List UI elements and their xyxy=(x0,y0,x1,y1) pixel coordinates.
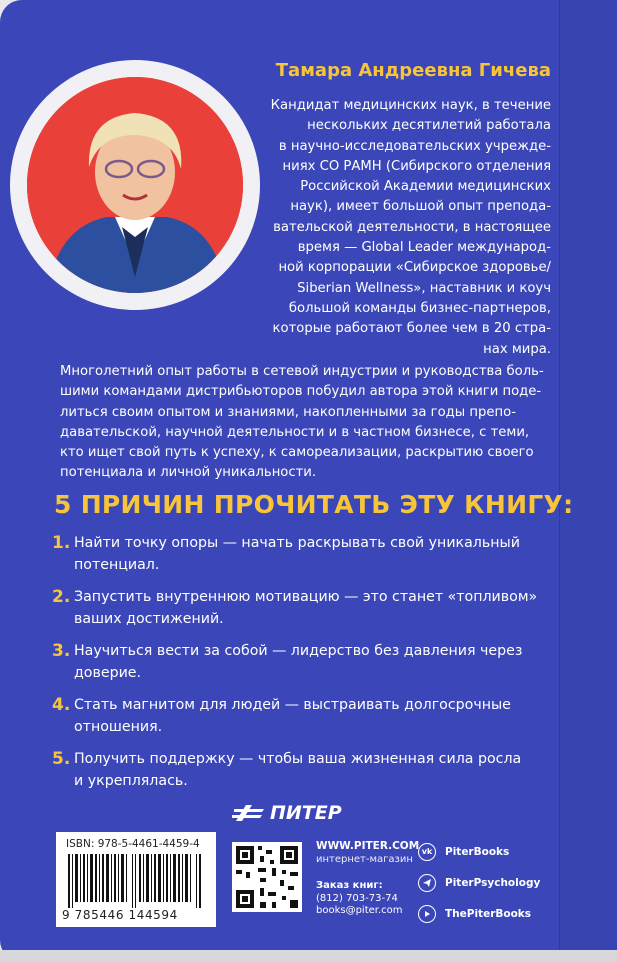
bio-line: Siberian Wellness», наставник и коуч xyxy=(297,280,551,296)
reasons-list xyxy=(52,532,552,802)
reason-item xyxy=(52,640,552,684)
bio-line: нах мира. xyxy=(483,341,551,357)
site-link[interactable]: WWW.PITER.COM xyxy=(316,840,420,852)
reason-item xyxy=(52,532,552,576)
bio-line: ной корпорации «Сибирское здоровье/ xyxy=(278,260,551,276)
social-label: PiterBooks xyxy=(445,845,510,858)
order-email[interactable]: books@piter.com xyxy=(316,905,403,916)
bio-line: время — Global Leader международ- xyxy=(297,240,551,256)
reason-line: доверие. xyxy=(74,665,142,681)
qr-code xyxy=(232,842,302,912)
vk-icon: vk xyxy=(418,843,436,861)
bio-line: наук), имеет большой опыт препода- xyxy=(290,199,551,215)
reason-line: Получить поддержку — чтобы ваша жизненная сила росла xyxy=(74,751,522,767)
site-description: интернет-магазин xyxy=(316,854,413,865)
reason-line: Найти точку опоры — начать раскрывать свой уникальный xyxy=(74,535,520,551)
reason-line: Запустить внутреннюю мотивацию — это станет «топливом» xyxy=(74,589,538,605)
reason-number: 5. xyxy=(52,749,71,769)
reasons-title: 5 ПРИЧИН ПРОЧИТАТЬ ЭТУ КНИГУ: xyxy=(54,490,574,519)
logo-text: ПИТЕР xyxy=(270,802,342,824)
reason-number: 3. xyxy=(52,641,71,661)
reason-text xyxy=(74,532,520,576)
telegram-icon xyxy=(418,874,436,892)
reason-number: 4. xyxy=(52,695,71,715)
barcode-icon xyxy=(64,854,208,908)
bio-line: ниях СО РАМН (Сибирского отделения xyxy=(282,158,551,174)
reason-number: 2. xyxy=(52,587,71,607)
author-photo xyxy=(27,77,243,293)
reason-text xyxy=(74,640,522,684)
youtube-icon xyxy=(418,905,436,923)
barcode-digits: 9 785446 144594 xyxy=(62,908,178,922)
social-vk[interactable] xyxy=(418,836,540,867)
order-title: Заказ книг: xyxy=(316,880,383,891)
page-edge xyxy=(0,950,617,962)
author-bio xyxy=(268,96,551,360)
bio-line: в научно-исследовательских учрежде- xyxy=(278,138,551,154)
social-label: ThePiterBooks xyxy=(445,907,532,920)
reason-line: ваших достижений. xyxy=(74,611,224,627)
piter-logo-icon xyxy=(232,803,266,823)
reason-line: и укреплялась. xyxy=(74,773,188,789)
bio-line: Российской Академии медицинских xyxy=(300,179,551,195)
bio-line: которые работают более чем в 20 стра- xyxy=(272,321,551,337)
social-links xyxy=(418,836,540,929)
publisher-logo xyxy=(232,802,342,824)
author-name: Тамара Андреевна Гичева xyxy=(275,60,551,81)
reason-item xyxy=(52,694,552,738)
social-telegram[interactable] xyxy=(418,867,540,898)
reason-text xyxy=(74,694,511,738)
social-youtube[interactable] xyxy=(418,898,540,929)
bio-line: большой команды бизнес-партнеров, xyxy=(288,300,551,316)
reason-text xyxy=(74,748,521,792)
intro-line: давательской, научной деятельности и в частном бизнесе, с теми, xyxy=(60,424,530,440)
intro-line: потенциала и личной уникальности. xyxy=(60,465,317,481)
reason-item xyxy=(52,748,552,792)
reason-line: потенциал. xyxy=(74,557,160,573)
reason-item xyxy=(52,586,552,630)
intro-line: Многолетний опыт работы в сетевой индустрии и руководства боль- xyxy=(60,364,544,379)
reason-line: Научиться вести за собой — лидерство без давления через xyxy=(74,643,523,659)
intro-line: кто ищет свой путь к успеху, к самореализации, раскрытию своего xyxy=(60,445,534,461)
cover-edge xyxy=(559,0,617,962)
intro-line: шими командами дистрибьюторов побудил автора этой книги поде- xyxy=(60,384,542,400)
intro-paragraph xyxy=(60,362,560,484)
reason-number: 1. xyxy=(52,533,71,553)
bio-line: Кандидат медицинских наук, в течение xyxy=(270,98,551,113)
order-info xyxy=(316,880,403,918)
social-label: PiterPsychology xyxy=(445,876,541,889)
barcode-block xyxy=(56,832,216,927)
intro-line: литься своим опытом и знаниями, накопленными за годы препо- xyxy=(60,404,516,420)
bio-line: нескольких десятилетий работала xyxy=(307,118,551,134)
shop-info xyxy=(316,840,419,866)
reason-line: отношения. xyxy=(74,719,163,735)
bio-line: вательской деятельности, в настоящее xyxy=(273,219,551,235)
reason-text xyxy=(74,586,537,630)
isbn-text: ISBN: 978-5-4461-4459-4 xyxy=(66,838,200,850)
order-phone: (812) 703-73-74 xyxy=(316,892,398,904)
reason-line: Стать магнитом для людей — выстраивать долгосрочные xyxy=(74,697,511,713)
